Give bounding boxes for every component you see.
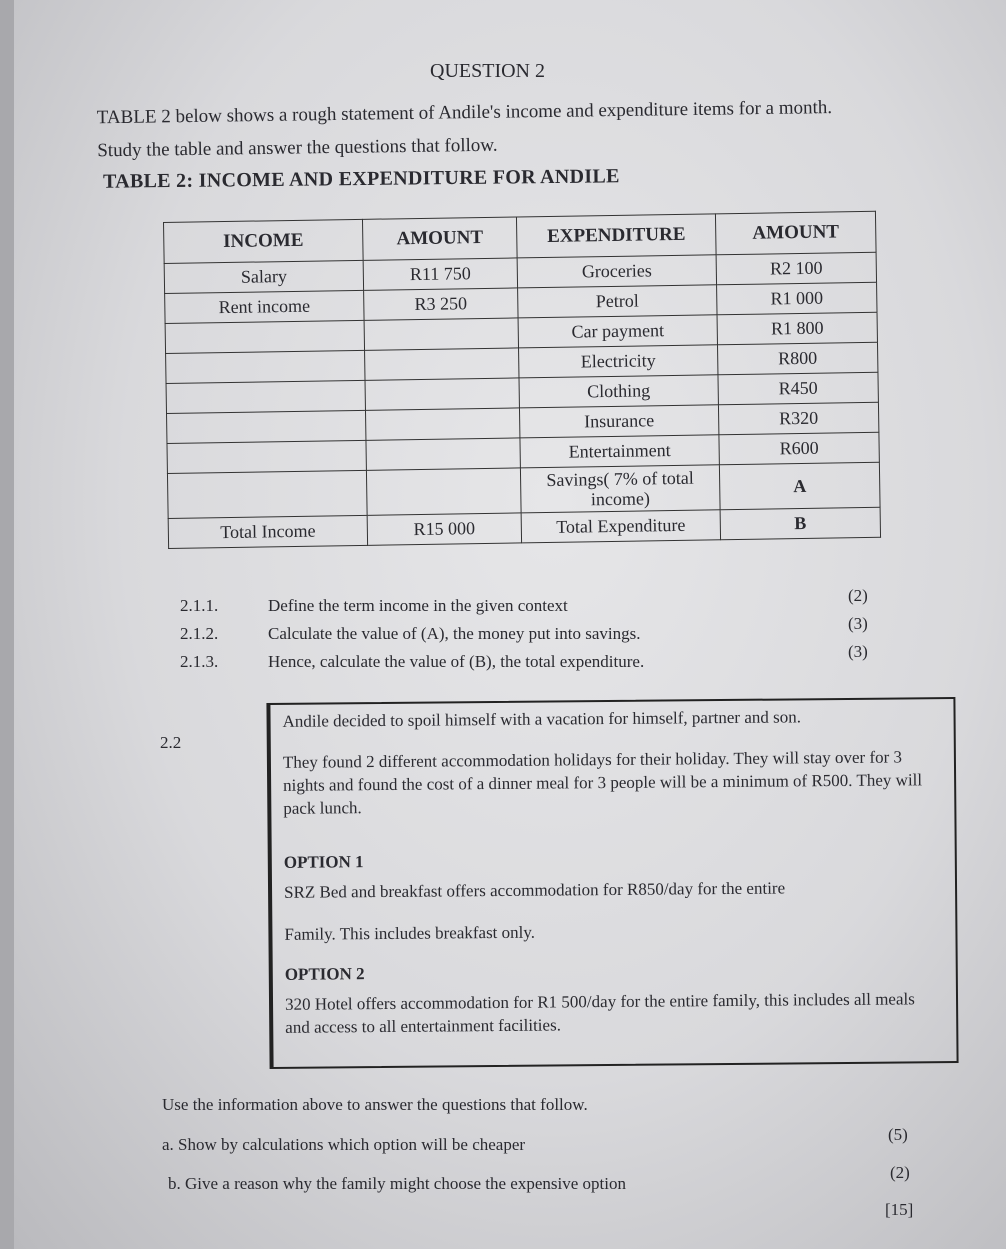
page-edge — [0, 0, 14, 1249]
marks-a: (5) — [888, 1125, 908, 1144]
expenditure-cell: Savings( 7% of total income) — [520, 465, 720, 513]
option1-title: OPTION 1 — [283, 852, 364, 872]
income-cell — [167, 470, 367, 518]
expenditure-amount-cell: R2 100 — [716, 252, 876, 285]
income-cell: Salary — [164, 260, 363, 293]
question-text: Hence, calculate the value of (B), the total expenditure. — [268, 652, 645, 671]
income-cell — [165, 320, 364, 353]
question-number: 2.1.1. — [180, 596, 219, 615]
expenditure-amount-cell: R450 — [718, 372, 878, 405]
option2-text: 320 Hotel offers accommodation for R1 500/day for the entire family, this includes all meals and access to all entertainment facilities. — [284, 989, 915, 1037]
section-number: 2.2 — [160, 733, 182, 752]
income-cell: Total Income — [168, 515, 367, 548]
option1-text-a: SRZ Bed and breakfast offers accommodation for R850/day for the entire — [283, 878, 786, 902]
question-marks: (3) — [848, 614, 868, 633]
expenditure-amount-cell: R1 800 — [717, 312, 877, 345]
expenditure-cell: Car payment — [518, 315, 717, 348]
expenditure-cell: Entertainment — [520, 435, 719, 468]
marks-b: (2) — [890, 1163, 910, 1182]
header-amount: AMOUNT — [362, 217, 517, 260]
income-amount-cell — [365, 378, 519, 410]
income-amount-cell — [365, 408, 519, 440]
income-amount-cell — [364, 318, 518, 350]
scenario-p2: They found 2 different accommodation holidays for their holiday. They will stay over for 3 nights and found the cost of a dinner meal for 3 people will be a minimum of R500. They will pack lunch. — [282, 747, 923, 818]
income-amount-cell: R11 750 — [363, 258, 517, 290]
expenditure-amount-cell: R800 — [717, 342, 877, 375]
question-text: Define the term income in the given context — [268, 596, 568, 615]
question-title: QUESTION 2 — [430, 60, 545, 82]
expenditure-amount-cell: A — [719, 462, 880, 510]
scenario-box — [266, 697, 958, 1069]
sub-question-b: b. Give a reason why the family might choose the expensive option — [168, 1174, 626, 1193]
income-expenditure-table — [163, 211, 881, 549]
income-amount-cell: R15 000 — [367, 513, 521, 545]
expenditure-cell: Electricity — [519, 345, 718, 378]
option1-text-b: Family. This includes breakfast only. — [284, 922, 536, 944]
income-amount-cell — [366, 468, 521, 515]
scenario-p1: Andile decided to spoil himself with a vacation for himself, partner and son. — [282, 707, 802, 731]
expenditure-amount-cell: R1 000 — [717, 282, 877, 315]
expenditure-cell: Total Expenditure — [521, 510, 720, 543]
option2-title: OPTION 2 — [284, 964, 365, 984]
expenditure-cell: Petrol — [518, 285, 717, 318]
income-cell — [166, 350, 365, 383]
header-expenditure: EXPENDITURE — [516, 214, 716, 258]
income-amount-cell — [366, 438, 520, 470]
question-number: 2.1.2. — [180, 624, 219, 643]
expenditure-cell: Groceries — [517, 255, 716, 288]
followup-text: Use the information above to answer the questions that follow. — [162, 1095, 588, 1114]
question-number: 2.1.3. — [180, 652, 219, 671]
header-income: INCOME — [164, 219, 364, 263]
expenditure-amount-cell: B — [720, 507, 880, 540]
total-marks: [15] — [885, 1200, 914, 1219]
expenditure-amount-cell: R600 — [719, 432, 879, 465]
income-cell: Rent income — [165, 290, 364, 323]
intro-text: TABLE 2 below shows a rough statement of Andile's income and expenditure items for a month. Study the table and answer the questions that follow. — [96, 97, 833, 162]
income-cell — [166, 380, 365, 413]
expenditure-amount-cell: R320 — [718, 402, 878, 435]
expenditure-cell: Clothing — [519, 375, 718, 408]
question-text: Calculate the value of (A), the money put into savings. — [268, 624, 641, 643]
income-cell — [167, 440, 366, 473]
table-title: TABLE 2: INCOME AND EXPENDITURE FOR ANDILE — [102, 165, 620, 193]
income-amount-cell — [365, 348, 519, 380]
expenditure-cell: Insurance — [519, 405, 718, 438]
sub-question-a: a. Show by calculations which option will be cheaper — [162, 1135, 526, 1154]
header-amount: AMOUNT — [715, 211, 876, 255]
question-marks: (2) — [848, 586, 868, 605]
income-amount-cell: R3 250 — [364, 288, 518, 320]
income-cell — [167, 410, 366, 443]
question-marks: (3) — [848, 642, 868, 661]
